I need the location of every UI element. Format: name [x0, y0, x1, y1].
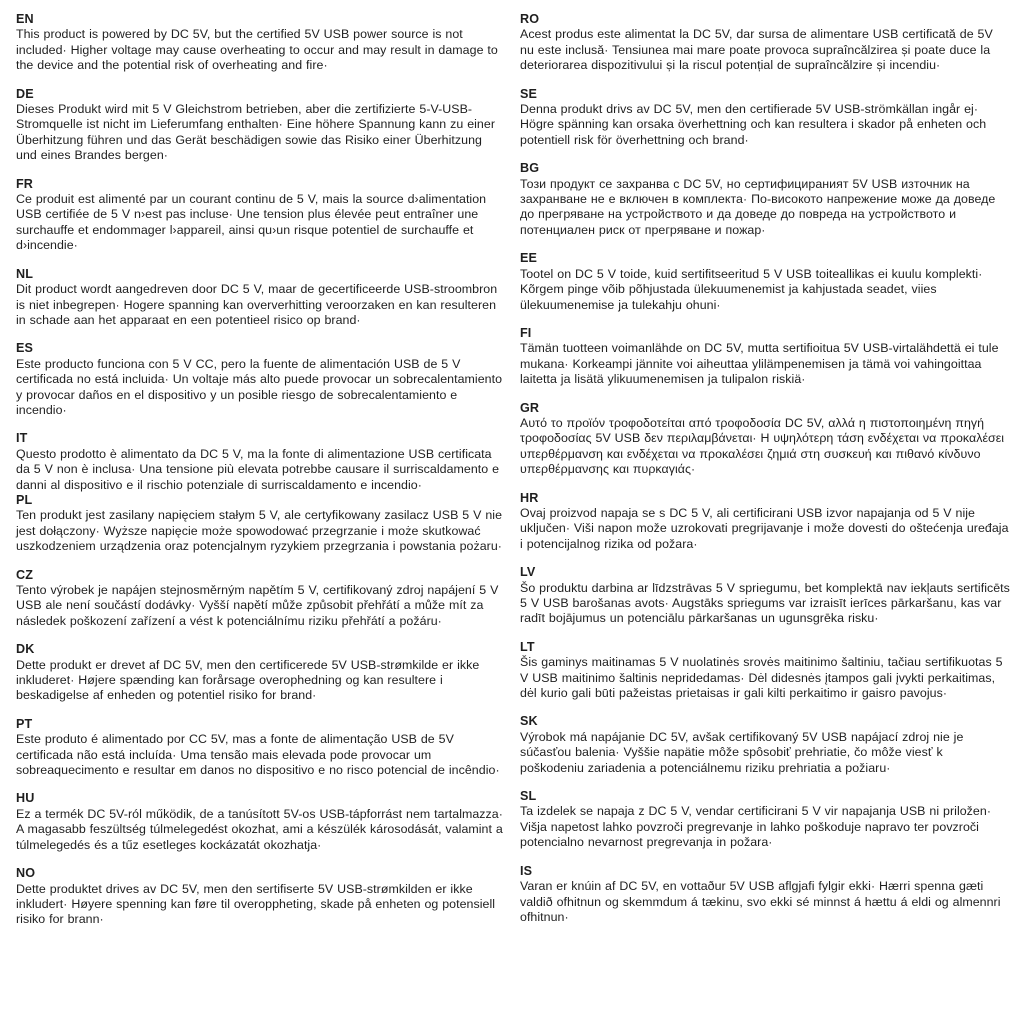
language-section-fi: [520, 326, 1010, 388]
language-code: SK: [520, 714, 538, 729]
language-code: LT: [520, 639, 535, 654]
language-code: RO: [520, 12, 540, 26]
language-section-ee: [520, 251, 1010, 313]
language-text: Tämän tuotteen voimanlähde on DC 5V, mutta sertifioitua 5V USB-virtalähdettä ei tule mukana· Korkeampi jännite voi aiheuttaa ylilämpenemisen ja tämä voi vahingoittaa laitetta ja lisätä ylikuumenemisen ja tulipalon riskiä·: [520, 341, 999, 387]
language-text: Ovaj proizvod napaja se s DC 5 V, ali certificirani USB izvor napajanja od 5 V nije uključen· Viši napon može uzrokovati pregrijavanje i može dovesti do oštećenja uređaja i potencijalnog rizika od požara·: [520, 505, 1009, 551]
language-section-pt: [16, 717, 506, 779]
language-code: EN: [16, 12, 34, 26]
language-section-dk: [16, 642, 506, 704]
language-text: Acest produs este alimentat la DC 5V, dar sursa de alimentare USB certificată de 5V nu este inclusă· Tensiunea mai mare poate provoca supraîncălzirea și poate duce la deteriorarea dispozitivului și la riscul potențial de supraîncălzire și incendiu·: [520, 27, 993, 73]
language-code: PT: [16, 716, 33, 731]
language-section-is: [520, 864, 1010, 926]
language-section-sk: [520, 714, 1010, 776]
language-text: Ta izdelek se napaja z DC 5 V, vendar certificirani 5 V vir napajanja USB ni priložen· Višja napetost lahko povzroči pregrevanje in lahko poškoduje napravo ter povzroči potencialno nevarnost pregrevanja in požara·: [520, 804, 991, 850]
language-text: Denna produkt drivs av DC 5V, men den certifierade 5V USB-strömkällan ingår ej· Högre spänning kan orsaka överhettning och kan resultera i skador på enheten och potentiell risk för överhettning och brand·: [520, 102, 987, 147]
language-section-ro: [520, 12, 1010, 74]
language-code: DK: [16, 642, 35, 657]
language-code: GR: [520, 400, 540, 415]
language-text: Ce produit est alimenté par un courant continu de 5 V, mais la source d›alimentation USB certifiée de 5 V n›est pas incluse· Une tension plus élevée peut entraîner une surchauffe et endommager l›appareil, ainsi qu›un risque potentiel de surchauffe et d›incendie·: [16, 192, 487, 253]
language-text: Este produto é alimentado por CC 5V, mas a fonte de alimentação USB de 5V certificada não está incluída· Uma tensão mais elevada pode provocar um sobreaquecimento e resultar em danos no dispositivo e no risco potencial de incêndio·: [16, 732, 500, 778]
language-text: Este producto funciona con 5 V CC, pero la fuente de alimentación USB de 5 V certificada no está incluida· Un voltaje más alto puede provocar un sobrecalentamiento y provocar daños en el dispositivo y un posible riesgo de sobrecalentamiento e incendio·: [16, 356, 503, 417]
language-code: IS: [520, 863, 533, 878]
left-column: [16, 12, 506, 1016]
language-code: LV: [520, 565, 536, 580]
language-section-de: [16, 87, 506, 164]
language-text: Този продукт се захранва с DC 5V, но сертифицираният 5V USB източник на захранване не е включен в комплекта· По-високото напрежение може да доведе до прегряване на устройството и да доведе до повреда на устройството и потенциален риск от прегряване и пожар·: [520, 176, 996, 237]
language-text: Šis gaminys maitinamas 5 V nuolatinės srovės maitinimo šaltiniu, tačiau sertifikuotas 5 V USB maitinimo šaltinis nepridedamas· Dėl didesnės įtampos gali įvykti perkaitimas, dėl kurio gali būti pažeistas prietaisas ir gali kilti perkaitimo ir gaisro pavojus·: [520, 655, 1003, 701]
language-section-nl: [16, 267, 506, 329]
language-code: HR: [520, 490, 539, 505]
language-code: NL: [16, 266, 33, 281]
language-section-cz: [16, 568, 506, 630]
language-text: Varan er knúin af DC 5V, en vottaður 5V USB aflgjafi fylgir ekki· Hærri spenna gæti valdið ofhitnun og skemmdum á tækinu, svo ekki sé minnst á hættu á eldi og almennri ofhitnun·: [520, 879, 1001, 924]
language-section-en: [16, 12, 506, 74]
language-code: ES: [16, 341, 33, 356]
language-code: SE: [520, 86, 537, 101]
language-code: NO: [16, 866, 36, 881]
language-code: PL: [16, 492, 33, 507]
language-code: HU: [16, 791, 35, 806]
language-code: FR: [16, 176, 33, 191]
language-section-pl: [16, 493, 506, 555]
language-code: BG: [520, 161, 540, 176]
right-column: [520, 12, 1010, 1016]
language-text: Tento výrobek je napájen stejnosměrným napětím 5 V, certifikovaný zdroj napájení 5 V USB ale není součástí dodávky· Vyšší napětí může způsobit přehřátí a může mít za následek poškození zařízení a vést k potenciálnímu riziku přehřátí a požáru·: [16, 583, 499, 628]
language-text: Tootel on DC 5 V toide, kuid sertifitseeritud 5 V USB toiteallikas ei kuulu komplekti· Kõrgem pinge võib põhjustada ülekuumenemist ja kahjustada seadet, viies ülekuumenemise ja tulekahju ohuni·: [520, 266, 983, 312]
language-section-lt: [520, 640, 1010, 702]
language-section-hr: [520, 491, 1010, 553]
language-section-se: [520, 87, 1010, 149]
language-section-bg: [520, 161, 1010, 238]
language-section-fr: [16, 177, 506, 254]
language-section-lv: [520, 565, 1010, 627]
language-section-sl: [520, 789, 1010, 851]
language-code: SL: [520, 789, 537, 804]
language-section-es: [16, 341, 506, 418]
language-text: Dieses Produkt wird mit 5 V Gleichstrom betrieben, aber die zertifizierte 5-V-USB-Stromquelle ist nicht im Lieferumfang enthalten· Eine höhere Spannung kann zu einer Überhitzung führen und das Gerät beschädigen sowie das Risiko einer Überhitzung und eines Brandes bergen·: [16, 102, 495, 163]
language-text: Ten produkt jest zasilany napięciem stałym 5 V, ale certyfikowany zasilacz USB 5 V nie jest dołączony· Wyższe napięcie może spowodować przegrzanie i może skutkować uszkodzeniem urządzenia oraz potencjalnym ryzykiem przegrzania i powstania pożaru·: [16, 508, 503, 554]
language-text: Questo prodotto è alimentato da DC 5 V, ma la fonte di alimentazione USB certificata da 5 V non è inclusa· Una tensione più elevata potrebbe causare il surriscaldamento e danni al dispositivo e il rischio potenziale di surriscaldamento e incendio·: [16, 446, 500, 492]
language-text: Dette produktet drives av DC 5V, men den sertifiserte 5V USB-strømkilden er ikke inkludert· Høyere spenning kan føre til overoppheting, skade på enheten og potensiell risiko for brann·: [16, 881, 496, 927]
language-text: Ez a termék DC 5V-ról működik, de a tanúsított 5V-os USB-tápforrást nem tartalmazza· A magasabb feszültség túlmelegedést okozhat, ami a készülék károsodását, valamint a túlmelegedés és a tűz esetleges kockázatát okozhatja·: [16, 806, 503, 852]
language-text: Dette produkt er drevet af DC 5V, men den certificerede 5V USB-strømkilde er ikke inkluderet· Højere spænding kan forårsage overophedning og kan resultere i beskadigelse af enheden og potentiel risiko for brand·: [16, 657, 480, 703]
language-text: Dit product wordt aangedreven door DC 5 V, maar de gecertificeerde USB-stroombron is niet inbegrepen· Hogere spanning kan oververhitting veroorzaken en kan resulteren in schade aan het apparaat en een potentieel risico op brand·: [16, 282, 498, 327]
language-code: DE: [16, 86, 34, 101]
language-text: Výrobok má napájanie DC 5V, avšak certifikovaný 5V USB napájací zdroj nie je súčasťou balenia· Vyššie napätie môže spôsobiť prehriatie, čo môže viesť k poškodeniu zariadenia a potenciálnemu riziku prehriatia a požiaru·: [520, 729, 964, 775]
language-code: FI: [520, 325, 532, 340]
language-section-gr: [520, 401, 1010, 478]
language-code: EE: [520, 251, 537, 266]
language-section-hu: [16, 791, 506, 853]
language-text: Šo produktu darbina ar līdzstrāvas 5 V spriegumu, bet komplektā nav iekļauts sertificēts 5 V USB barošanas avots· Augstāks spriegums var izraisīt ierīces pārkaršanu, kas var radīt bojājumus un potenciālu pārkaršanas un ugunsgrēka risku·: [520, 580, 1010, 626]
language-code: IT: [16, 431, 28, 446]
language-code: CZ: [16, 567, 33, 582]
language-text: This product is powered by DC 5V, but the certified 5V USB power source is not included· Higher voltage may cause overheating to occur and may result in damage to the device and the potential risk of overheating and fire·: [16, 27, 498, 73]
language-section-it: [16, 431, 506, 493]
language-section-no: [16, 866, 506, 928]
language-text: Αυτό το προϊόν τροφοδοτείται από τροφοδοσία DC 5V, αλλά η πιστοποιημένη πηγή τροφοδοσίας 5V USB δεν περιλαμβάνεται· Η υψηλότερη τάση ενδέχεται να προκαλέσει υπερθέρμανση και ενδέχεται να προκαλέσει ζημιά στη συσκευή και πιθανό κίνδυνο υπερθέρμανσης και πυρκαγιάς·: [520, 415, 1005, 477]
